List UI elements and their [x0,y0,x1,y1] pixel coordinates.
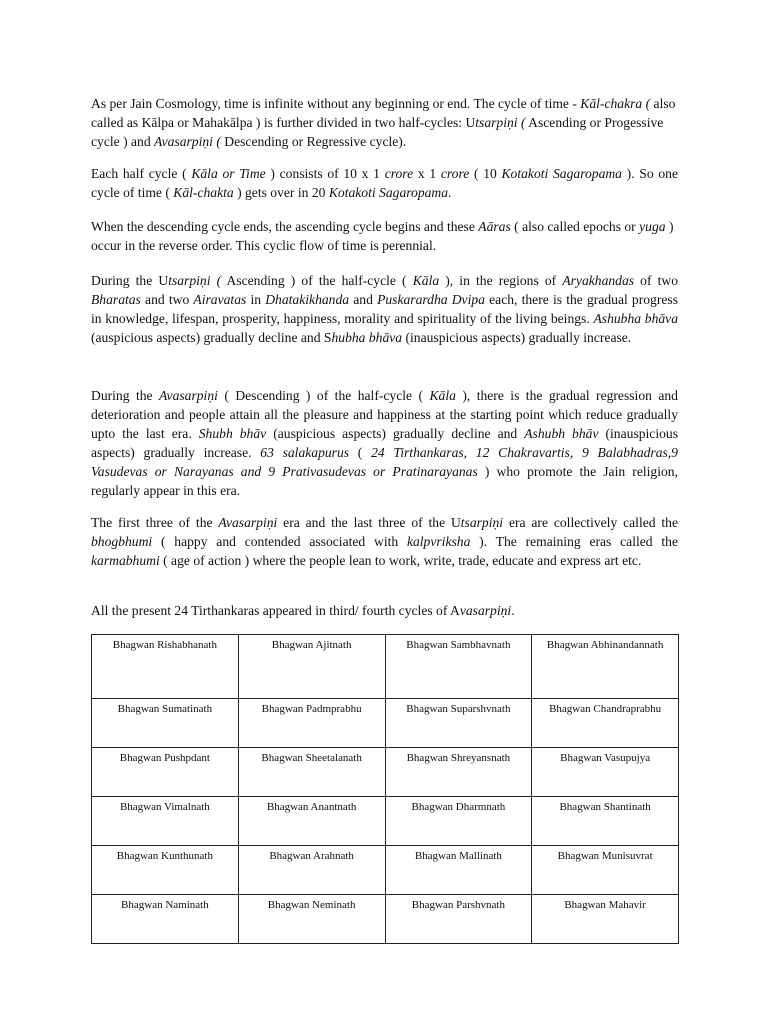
paragraph-time-cycle [91,94,678,151]
table-cell: Bhagwan Shantinath [532,797,679,846]
table-row [92,797,679,846]
table-cell: Bhagwan Pushpdant [92,748,239,797]
text-run: ( 10 [469,166,502,181]
paragraph-tirthankaras [91,601,678,620]
text-run: ( [349,445,372,460]
text-run: Ascending ) of the half-cycle ( [221,273,413,288]
table-cell: Bhagwan Anantnath [238,797,385,846]
italic-term: yuga [639,219,666,234]
text-run: ) gets over in 20 [233,185,329,200]
text-run: Each half cycle ( [91,166,192,181]
italic-term: kalpvriksha [406,534,471,549]
table-row [92,748,679,797]
tirthankaras-table [91,634,679,944]
italic-term: 24 Tirthankaras, 12 Chakravartis, 9 Balabhadras,9 Vasudevas or Narayanas and 9 Prativasudevas or Pratinarayanas [91,445,678,479]
italic-term: Avasarpiṇi ( [154,134,221,149]
text-run: era are collectively called the [503,515,679,530]
table-cell: Bhagwan Sambhavnath [385,635,532,699]
italic-term: tsarpiṇi ( [475,115,526,130]
table-cell: Bhagwan Abhinandannath [532,635,679,699]
italic-term: hubha bhāva [331,330,403,345]
text-run: x 1 [413,166,441,181]
text-run: ), there is the gradual regression and deterioration and people attain all the pleasure and happiness at the starting point which reduce gradually upto the last era. [91,388,678,441]
table-row [92,846,679,895]
italic-term: Aāras [478,219,511,234]
text-run: The first three of the [91,515,219,530]
paragraph-avasarpini [91,386,678,500]
table-cell: Bhagwan Suparshvnath [385,699,532,748]
italic-term: tsarpiṇi ( [168,273,222,288]
table-cell: Bhagwan Ajitnath [238,635,385,699]
text-run: ( also called epochs or [510,219,640,234]
text-run: era and the last three of the U [277,515,461,530]
italic-term: crore [440,166,470,181]
text-run: (auspicious aspects) gradually decline and S [91,330,332,345]
text-run: ( age of action ) where the people lean to work, write, trade, educate and express art etc. [159,553,642,568]
italic-term: tsarpiṇi [460,515,504,530]
text-run: and two [140,292,194,307]
table-cell: Bhagwan Padmprabhu [238,699,385,748]
table-cell: Bhagwan Neminath [238,895,385,944]
text-run: When the descending cycle ends, the ascending cycle begins and these [91,219,479,234]
text-run: ) occur in the reverse order. This cyclic flow of time is perennial. [91,219,674,253]
table-cell: Bhagwan Shreyansnath [385,748,532,797]
italic-term: Kāla [429,388,456,403]
paragraph-bhogbhumi [91,513,678,570]
italic-term: Kāl-chakta [173,185,234,200]
text-run: and [349,292,378,307]
italic-term: Avasarpiṇi [218,515,278,530]
italic-term: Kotakoti Sagaropama [328,185,449,200]
table-cell: Bhagwan Sumatinath [92,699,239,748]
paragraph-utsarpini [91,271,678,347]
table-cell: Bhagwan Chandraprabhu [532,699,679,748]
italic-term: Aryakhandas [562,273,635,288]
italic-term: Kāla or Time [191,166,266,181]
italic-term: Kāla [412,273,440,288]
table-cell: Bhagwan Mallinath [385,846,532,895]
table-row [92,699,679,748]
table-cell: Bhagwan Sheetalanath [238,748,385,797]
text-run: During the [91,388,159,403]
table-cell: Bhagwan Rishabhanath [92,635,239,699]
table-cell: Bhagwan Vasupujya [532,748,679,797]
text-run: As per Jain Cosmology, time is infinite without any beginning or end. The cycle of time - [91,96,581,111]
table-cell: Bhagwan Dharmnath [385,797,532,846]
table-row [92,895,679,944]
paragraph-descending-cycle [91,217,678,255]
italic-term: Dhatakikhanda [265,292,350,307]
text-run: (inauspicious aspects) gradually increase. [402,330,632,345]
table-cell: Bhagwan Kunthunath [92,846,239,895]
table-cell: Bhagwan Vimalnath [92,797,239,846]
italic-term: Puskarardha Dvipa [377,292,485,307]
text-run: ). The remaining eras called the [470,534,678,549]
text-run: Descending or Regressive cycle). [220,134,407,149]
text-run: . [448,185,452,200]
text-run: ) who promote the Jain religion, regularly appear in this era. [91,464,678,498]
text-run: of two [634,273,679,288]
italic-term: vasarpiṇi [459,603,512,618]
italic-term: Avasarpiṇi [159,388,218,403]
text-run: also called as Kālpa or Mahakālpa ) is further divided in two half-cycles: U [91,96,676,130]
text-run: Ascending or Progessive cycle ) and [91,115,664,149]
table-cell: Bhagwan Arahnath [238,846,385,895]
italic-term: 63 salakapurus [260,445,350,460]
text-run: ( Descending ) of the half-cycle ( [217,388,430,403]
table-row [92,635,679,699]
italic-term: Ashubh bhāv [524,426,599,441]
text-run: (inauspicious aspects) gradually increase. [91,426,678,460]
text-run: . [511,603,515,618]
text-run: in [246,292,266,307]
italic-term: Airavatas [193,292,247,307]
text-run: During the U [91,273,169,288]
italic-term: karmabhumi [91,553,160,568]
text-run: each, there is the gradual progress in knowledge, lifespan, prosperity, happiness, morality and spirituality of the living beings. [91,292,678,326]
italic-term: Shubh bhāv [198,426,267,441]
table-cell: Bhagwan Munisuvrat [532,846,679,895]
italic-term: Ashubha bhāva [593,311,678,326]
italic-term: bhogbhumi [91,534,153,549]
table-cell: Bhagwan Parshvnath [385,895,532,944]
text-run: ( happy and contended associated with [152,534,407,549]
table-cell: Bhagwan Mahavir [532,895,679,944]
text-run: All the present 24 Tirthankaras appeared in third/ fourth cycles of A [91,603,460,618]
text-run: ). So one cycle of time ( [91,166,678,200]
italic-term: Kāl-chakra ( [580,96,651,111]
text-run: ), in the regions of [439,273,563,288]
paragraph-half-cycle [91,164,678,202]
italic-term: Bharatas [91,292,141,307]
text-run: ) consists of 10 x 1 [265,166,385,181]
text-run: (auspicious aspects) gradually decline and [266,426,525,441]
table-cell: Bhagwan Naminath [92,895,239,944]
italic-term: Kotakoti Sagaropama [501,166,622,181]
italic-term: crore [384,166,414,181]
